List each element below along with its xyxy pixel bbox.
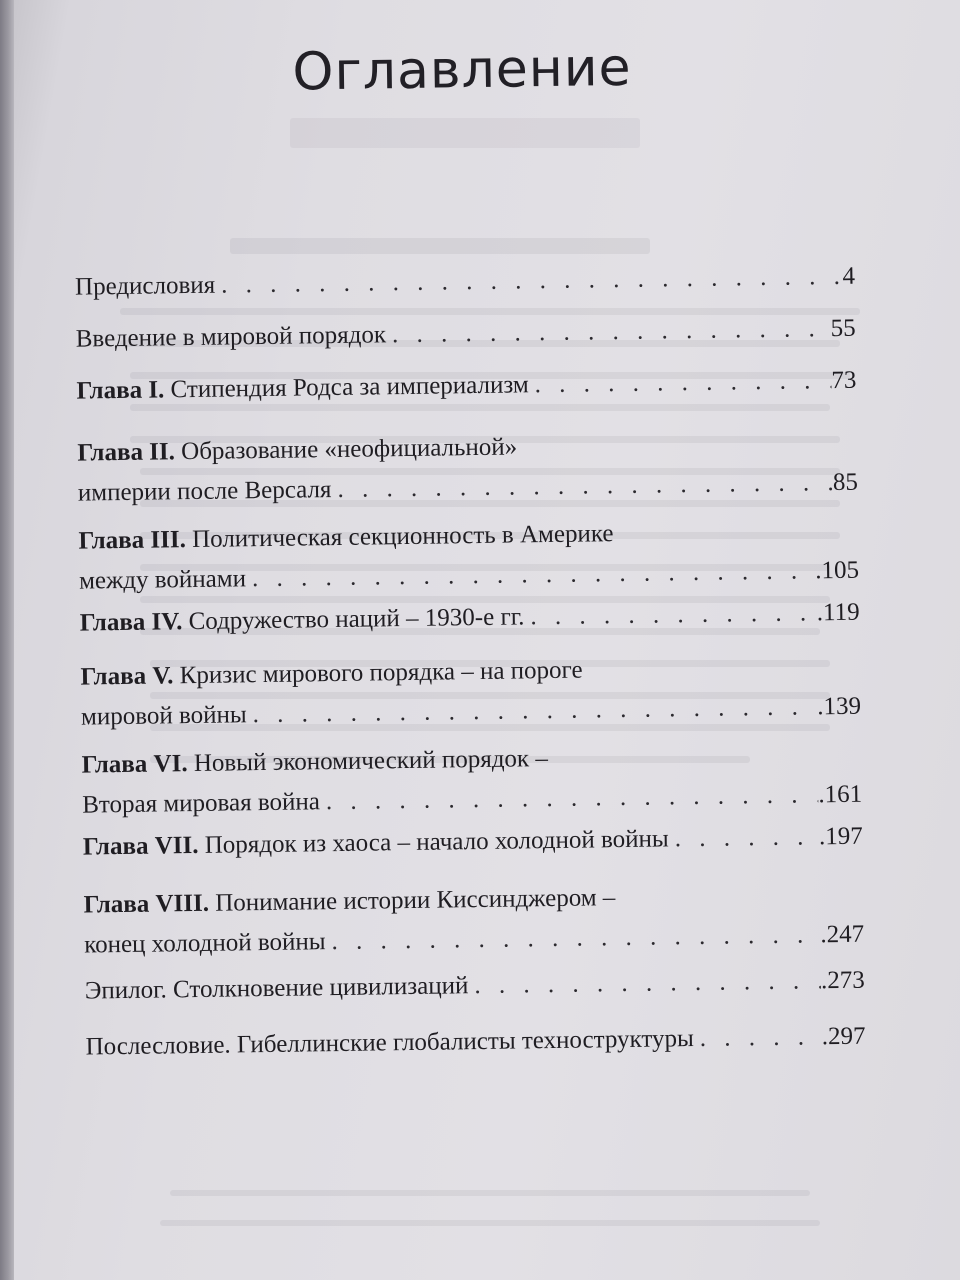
page-number: .247 (820, 920, 865, 949)
entry-title: Новый экономический порядок – (193, 745, 549, 778)
dot-leader (668, 817, 819, 859)
entry-title: Эпилог. Столкновение цивилизаций (84, 972, 469, 1005)
page-number: .139 (817, 692, 862, 721)
entry-title: Политическая секционность в Америке (191, 520, 614, 554)
entry-title: Порядок из хаоса – начало холодной войны (204, 825, 669, 859)
dot-leader (524, 593, 817, 637)
toc-entry-chapter-1 (76, 361, 856, 412)
page-number: 4 (842, 262, 856, 290)
page-number: .161 (818, 780, 863, 809)
toc-entry-chapter-5 (80, 647, 861, 738)
dot-leader (331, 463, 833, 510)
toc-entry-afterword (85, 1017, 865, 1068)
chapter-label: Глава VIII. (83, 889, 210, 919)
dot-leader (246, 687, 817, 735)
page-number: .197 (818, 822, 863, 851)
toc-entry-chapter-4 (79, 593, 859, 644)
chapter-label: Глава III. (78, 526, 187, 555)
dot-leader (215, 257, 843, 306)
entry-title: Послесловие. Гибеллинские глобалисты техноструктуры (85, 1025, 694, 1061)
chapter-label: Глава VI. (81, 750, 188, 779)
toc-entry-prefaces (75, 257, 855, 308)
toc-entry-chapter-6 (81, 735, 862, 826)
entry-title: Кризис мирового порядка – на пороге (179, 656, 583, 690)
page-number: 73 (831, 366, 857, 395)
page-number: .119 (816, 598, 860, 627)
chapter-label: Глава V. (80, 662, 174, 691)
dot-leader (320, 775, 819, 822)
entry-title: Содружество наций – 1930-е гг. (188, 603, 525, 636)
entry-title: Введение в мировой порядок (75, 321, 387, 353)
toc-entry-epilogue (85, 961, 865, 1012)
page-number: .297 (821, 1022, 866, 1051)
entry-title-continued: мировой войны (80, 701, 247, 731)
toc-entry-introduction (75, 309, 855, 360)
dot-leader (246, 551, 816, 599)
page-number: .273 (820, 966, 865, 995)
page-number: 85 (832, 468, 859, 497)
chapter-label: Глава VII. (82, 831, 199, 861)
entry-title: Предисловия (74, 271, 216, 301)
dot-leader (694, 1017, 823, 1059)
page-title: Оглавление (292, 37, 632, 103)
chapter-label: Глава I. (76, 376, 165, 405)
toc-entry-chapter-2 (77, 423, 858, 514)
chapter-label: Глава II. (77, 438, 176, 467)
entry-title-continued: Вторая мировая война (82, 788, 321, 819)
entry-title: Стипендия Родса за империализм (170, 371, 529, 404)
toc-entry-chapter-7 (83, 817, 863, 868)
toc-entry-chapter-3 (78, 511, 859, 602)
entry-title: Понимание истории Киссинджером – (215, 884, 616, 917)
entry-title-continued: конец холодной войны (84, 928, 326, 959)
dot-leader (325, 915, 820, 962)
entry-title: Образование «неофициальной» (180, 433, 518, 466)
dot-leader (528, 361, 831, 405)
dot-leader (468, 961, 821, 1006)
toc-entry-chapter-8 (83, 875, 864, 966)
page-number: .105 (815, 556, 860, 585)
page-number: 55 (830, 314, 856, 343)
entry-title-continued: империи после Версаля (77, 476, 332, 507)
chapter-label: Глава IV. (79, 608, 183, 637)
entry-title-continued: между войнами (78, 565, 247, 595)
dot-leader (386, 309, 831, 355)
